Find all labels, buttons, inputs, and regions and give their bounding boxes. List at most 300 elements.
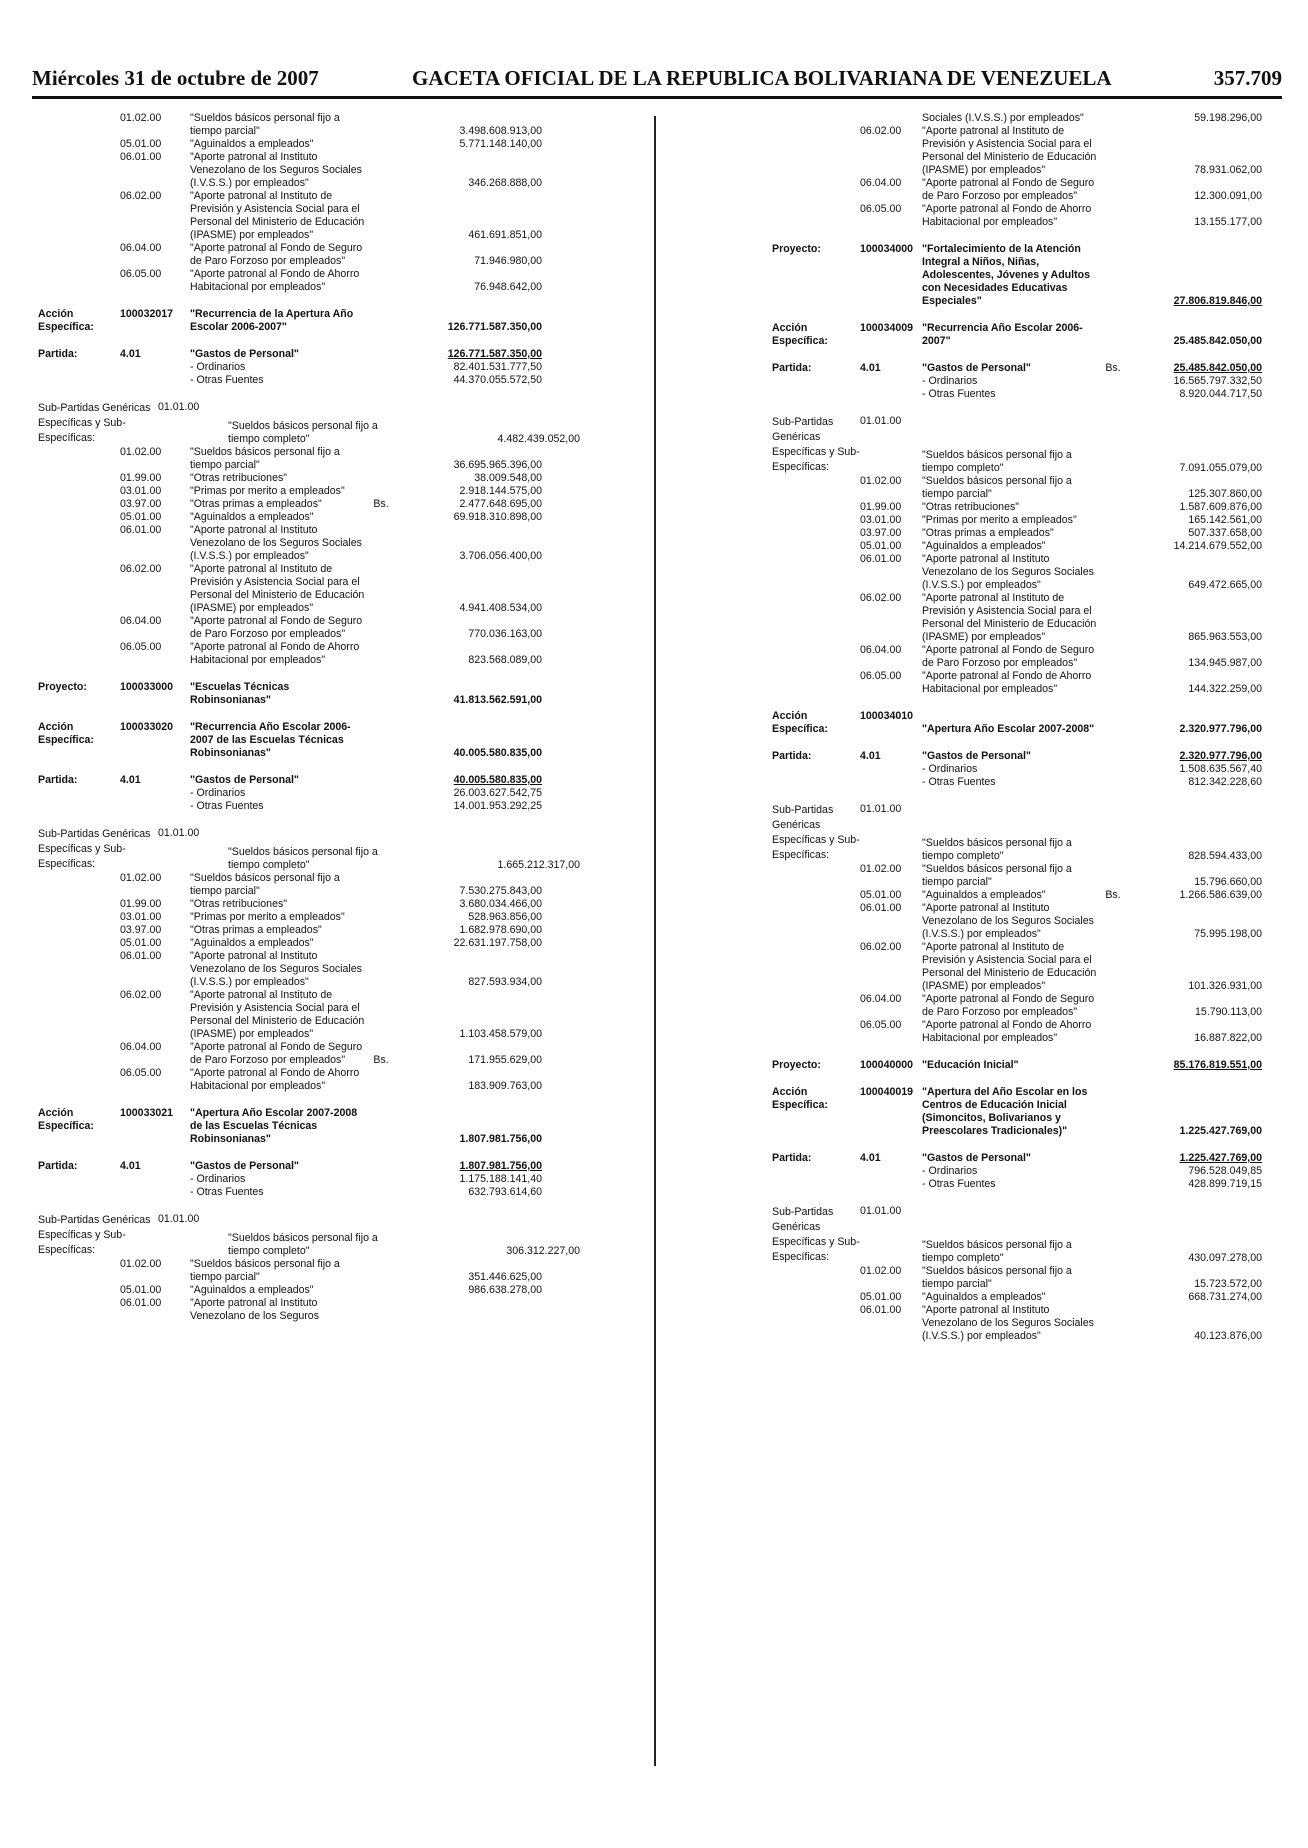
line-amount: 40.005.580.835,00 [453,747,542,759]
account-code: 05.01.00 [860,889,902,901]
budget-heading-row [38,721,558,760]
line-description: - Otras Fuentes [190,374,264,386]
budget-line-item [772,375,1282,388]
budget-heading-row [38,348,558,361]
line-amount: 165.142.561,00 [1188,514,1262,526]
account-code: 06.04.00 [860,644,902,656]
budget-line-item [772,203,1282,229]
account-code: 06.01.00 [860,902,902,914]
budget-line-item [772,415,1282,475]
budget-heading-row [38,681,558,707]
budget-line-item [772,112,1282,125]
line-amount: 3.498.608.913,00 [459,125,542,137]
account-code: 06.05.00 [120,641,162,653]
line-description: - Ordinarios [190,787,246,799]
account-code: 03.97.00 [860,527,902,539]
budget-heading-row [772,710,1282,736]
budget-line-item [772,125,1282,177]
line-description: "Sueldos básicos personal fijo a tiempo parcial" [190,446,340,471]
header-rule [32,96,1282,99]
line-description: "Aporte patronal al Instituto de Previsión y Asistencia Social para el Personal del Ministerio de Educación (IPASME) por empleados" [922,941,1097,992]
budget-line-item [38,1297,558,1323]
currency-unit: Bs. [1105,362,1121,374]
account-code: 05.01.00 [120,1284,162,1296]
account-code: 01.99.00 [860,501,902,513]
line-amount: 85.176.819.551,00 [1173,1059,1262,1071]
row-label: Acción Específica: [772,322,828,347]
budget-heading-row [38,308,558,334]
line-amount: 40.005.580.835,00 [453,774,542,786]
account-code: 100034000 [860,243,914,255]
line-amount: 78.931.062,00 [1194,164,1262,176]
spacer [772,736,1282,750]
budget-line-item [772,863,1282,889]
line-amount: 75.995.198,00 [1194,928,1262,940]
line-description: - Otras Fuentes [922,1178,996,1190]
budget-line-item [772,388,1282,401]
account-code: 06.05.00 [120,1067,162,1079]
column-divider [654,116,656,1766]
budget-line-item [772,1291,1282,1304]
account-code: 4.01 [860,362,881,374]
line-amount: 14.001.953.292,25 [453,800,542,812]
row-label: Sub-Partidas Genéricas Específicas y Sub-Específicas: [38,828,151,870]
account-code: 06.04.00 [120,242,162,254]
line-amount: 4.941.408.534,00 [459,602,542,614]
line-description: "Primas por merito a empleados" [190,911,345,923]
account-code: 4.01 [120,1160,141,1172]
line-description: "Aporte patronal al Fondo de Ahorro Habitacional por empleados" [922,203,1092,228]
account-code: 03.97.00 [120,924,162,936]
line-description: "Aporte patronal al Instituto Venezolano de los Seguros [190,1297,319,1322]
account-code: 05.01.00 [120,511,162,523]
header-date: Miércoles 31 de octubre de 2007 [32,66,319,90]
budget-heading-row [772,1059,1282,1072]
spacer [38,1093,558,1107]
line-amount: 1.225.427.769,00 [1179,1125,1262,1137]
row-label: Proyecto: [38,681,87,693]
line-amount: 144.322.259,00 [1188,683,1262,695]
line-description: "Fortalecimiento de la Atención Integral a Niños, Niñas, Adolescentes, Jóvenes y Adultos con Necesidades Educativas Especiales" [922,243,1090,307]
line-amount: 827.593.934,00 [468,976,542,988]
line-description: "Aporte patronal al Fondo de Ahorro Habitacional por empleados" [190,641,360,666]
account-code: 01.02.00 [860,863,902,875]
right-column [772,112,1282,1343]
account-code: 01.01.00 [158,827,200,839]
line-description: "Aporte patronal al Instituto de Previsión y Asistencia Social para el Personal del Ministerio de Educación (IPASME) por empleados" [922,125,1097,176]
line-amount: 2.477.648.695,00 [459,498,542,510]
account-code: 100034010 [860,710,914,722]
spacer [38,1146,558,1160]
account-code: 05.01.00 [120,937,162,949]
line-description: "Apertura Año Escolar 2007-2008 de las Escuelas Técnicas Robinsonianas" [190,1107,358,1145]
line-description: "Aguinaldos a empleados" [922,540,1046,552]
budget-line-item [772,1265,1282,1291]
row-label: Partida: [772,1152,812,1164]
budget-line-item [38,446,558,472]
account-code: 06.02.00 [860,592,902,604]
budget-line-item [38,1213,580,1258]
page-header [32,66,1282,96]
row-label: Partida: [772,750,812,762]
budget-line-item [38,787,558,800]
spacer [38,1199,558,1213]
line-description: - Ordinarios [190,361,246,373]
row-label: Sub-Partidas Genéricas Específicas y Sub-Específicas: [38,402,151,444]
budget-line-item [772,475,1282,501]
budget-line-item [772,1304,1282,1343]
line-amount: 1.665.212.317,00 [497,859,580,871]
account-code: 06.02.00 [860,125,902,137]
account-code: 4.01 [860,1152,881,1164]
row-label: Sub-Partidas Genéricas Específicas y Sub-Específicas: [772,416,860,473]
line-amount: 2.320.977.796,00 [1179,750,1262,762]
line-amount: 101.326.931,00 [1188,980,1262,992]
line-amount: 306.312.227,00 [506,1245,580,1257]
line-description: "Aporte patronal al Fondo de Seguro de Paro Forzoso por empleados" [190,242,363,267]
line-amount: 38.009.548,00 [474,472,542,484]
account-code: 06.02.00 [120,190,162,202]
line-amount: 461.691.851,00 [468,229,542,241]
account-code: 03.97.00 [120,498,162,510]
line-description: "Primas por merito a empleados" [190,485,345,497]
budget-line-item [38,190,558,242]
line-description: "Aporte patronal al Fondo de Ahorro Habitacional por empleados" [190,1067,360,1092]
line-amount: 27.806.819.846,00 [1173,295,1262,307]
line-amount: 770.036.163,00 [468,628,542,640]
line-amount: 41.813.562.591,00 [453,694,542,706]
line-description: - Ordinarios [922,1165,978,1177]
row-label: Proyecto: [772,1059,821,1071]
line-description: "Aguinaldos a empleados" [190,511,314,523]
row-label: Acción Específica: [772,710,828,735]
line-description: Sociales (I.V.S.S.) por empleados" [922,112,1084,124]
budget-line-item [38,268,558,294]
line-amount: 134.945.987,00 [1188,657,1262,669]
line-description: "Otras retribuciones" [922,501,1020,513]
budget-line-item [38,112,558,138]
account-code: 06.02.00 [860,941,902,953]
budget-line-item [38,989,558,1041]
account-code: 06.04.00 [860,177,902,189]
line-description: "Sueldos básicos personal fijo a tiempo parcial" [922,863,1072,888]
page-number: 357.709 [1213,66,1282,90]
account-code: 01.99.00 [120,472,162,484]
row-label: Partida: [38,774,78,786]
currency-unit: Bs. [1105,889,1121,901]
budget-line-item [38,374,558,387]
currency-unit: Bs. [373,1054,389,1066]
spacer [772,401,1282,415]
line-amount: 3.680.034.466,00 [459,898,542,910]
spacer [772,1072,1282,1086]
line-description: "Sueldos básicos personal fijo a tiempo parcial" [190,872,340,897]
budget-line-item [38,242,558,268]
budget-line-item [38,937,558,950]
budget-line-item [772,1165,1282,1178]
budget-line-item [772,644,1282,670]
line-amount: 40.123.876,00 [1194,1330,1262,1342]
budget-line-item [772,1178,1282,1191]
line-description: "Aporte patronal al Fondo de Ahorro Habitacional por empleados" [922,1019,1092,1044]
line-amount: 126.771.587.350,00 [447,348,542,360]
line-amount: 8.920.044.717,50 [1179,388,1262,400]
line-description: "Aporte patronal al Fondo de Ahorro Habitacional por empleados" [922,670,1092,695]
line-description: - Otras Fuentes [190,800,264,812]
line-description: - Ordinarios [922,375,978,387]
account-code: 4.01 [120,774,141,786]
line-amount: 25.485.842.050,00 [1173,362,1262,374]
budget-line-item [772,501,1282,514]
budget-line-item [772,592,1282,644]
account-code: 100033021 [120,1107,174,1119]
row-label: Partida: [38,1160,78,1172]
line-description: "Apertura del Año Escolar en los Centros de Educación Inicial (Simoncitos, Bolivarianos y Preescolares Tradicionales)" [922,1086,1088,1137]
row-label: Partida: [38,348,78,360]
spacer [772,1045,1282,1059]
line-amount: 69.918.310.898,00 [453,511,542,523]
budget-line-item [38,401,580,446]
budget-line-item [38,872,558,898]
line-amount: 82.401.531.777,50 [453,361,542,373]
line-description: "Sueldos básicos personal fijo a tiempo parcial" [190,1258,340,1283]
account-code: 100032017 [120,308,174,320]
account-code: 06.01.00 [120,524,162,536]
budget-heading-row [772,243,1282,308]
account-code: 06.02.00 [120,563,162,575]
account-code: 01.01.00 [860,803,902,815]
account-code: 06.04.00 [860,993,902,1005]
budget-line-item [772,1205,1282,1265]
budget-line-item [38,911,558,924]
line-amount: 1.682.978.690,00 [459,924,542,936]
account-code: 4.01 [860,750,881,762]
line-amount: 3.706.056.400,00 [459,550,542,562]
budget-line-item [772,803,1282,863]
budget-line-item [38,1041,558,1067]
account-code: 01.02.00 [860,475,902,487]
account-code: 06.04.00 [120,1041,162,1053]
line-amount: 125.307.860,00 [1188,488,1262,500]
line-amount: 986.638.278,00 [468,1284,542,1296]
spacer [772,229,1282,243]
line-description: "Aporte patronal al Instituto Venezolano de los Seguros Sociales (I.V.S.S.) por empleados" [922,902,1094,940]
line-amount: 16.565.797.332,50 [1173,375,1262,387]
account-code: 06.02.00 [120,989,162,1001]
line-description: "Aporte patronal al Instituto Venezolano de los Seguros Sociales (I.V.S.S.) por empleados" [922,553,1094,591]
budget-line-item [772,514,1282,527]
row-label: Proyecto: [772,243,821,255]
budget-line-item [38,1284,558,1297]
budget-heading-row [772,750,1282,763]
line-description: "Gastos de Personal" [190,348,299,360]
account-code: 06.01.00 [120,950,162,962]
spacer [38,667,558,681]
account-code: 06.05.00 [860,670,902,682]
line-amount: 1.807.981.756,00 [459,1133,542,1145]
line-description: "Aporte patronal al Fondo de Seguro de Paro Forzoso por empleados" [190,1041,363,1066]
line-amount: 2.918.144.575,00 [459,485,542,497]
account-code: 03.01.00 [120,911,162,923]
account-code: 100040000 [860,1059,914,1071]
line-amount: 15.796.660,00 [1194,876,1262,888]
budget-line-item [772,763,1282,776]
account-code: 06.05.00 [860,1019,902,1031]
budget-heading-row [38,774,558,787]
row-label: Acción Específica: [38,721,94,746]
left-column [38,112,580,1323]
line-description: "Aporte patronal al Instituto Venezolano de los Seguros Sociales (I.V.S.S.) por empleados" [190,524,362,562]
account-code: 01.99.00 [120,898,162,910]
account-code: 01.01.00 [860,1205,902,1217]
line-amount: 812.342.228,60 [1188,776,1262,788]
spacer [772,308,1282,322]
line-description: "Aporte patronal al Fondo de Seguro de Paro Forzoso por empleados" [922,177,1095,202]
line-amount: 507.337.658,00 [1188,527,1262,539]
budget-line-item [772,553,1282,592]
line-amount: 76.948.642,00 [474,281,542,293]
budget-heading-row [772,1152,1282,1165]
row-label: Acción Específica: [38,1107,94,1132]
line-description: "Primas por merito a empleados" [922,514,1077,526]
line-amount: 796.528.049,85 [1188,1165,1262,1177]
line-description: "Recurrencia de la Apertura Año Escolar 2006-2007" [190,308,354,333]
line-description: "Sueldos básicos personal fijo a tiempo parcial" [922,475,1072,500]
line-amount: 26.003.627.542,75 [453,787,542,799]
account-code: 100034009 [860,322,914,334]
budget-line-item [772,177,1282,203]
line-description: "Aporte patronal al Instituto de Previsión y Asistencia Social para el Personal del Ministerio de Educación (IPASME) por empleados" [922,592,1097,643]
line-description: "Sueldos básicos personal fijo a tiempo completo" [228,420,378,445]
line-description: "Sueldos básicos personal fijo a tiempo completo" [922,449,1072,474]
line-amount: 1.103.458.579,00 [459,1028,542,1040]
line-description: "Aporte patronal al Fondo de Seguro de Paro Forzoso por empleados" [922,993,1095,1018]
line-amount: 126.771.587.350,00 [447,321,542,333]
budget-line-item [38,641,558,667]
budget-line-item [772,941,1282,993]
line-amount: 1.266.586.639,00 [1179,889,1262,901]
line-description: "Gastos de Personal" [922,750,1031,762]
account-code: 06.01.00 [860,553,902,565]
row-label: Sub-Partidas Genéricas Específicas y Sub-Específicas: [38,1214,151,1256]
line-amount: 15.790.113,00 [1195,1006,1262,1018]
budget-line-item [38,1186,558,1199]
line-amount: 649.472.665,00 [1188,579,1262,591]
budget-line-item [772,889,1282,902]
budget-line-item [772,902,1282,941]
account-code: 05.01.00 [120,138,162,150]
budget-line-item [38,827,580,872]
row-label: Sub-Partidas Genéricas Específicas y Sub-Específicas: [772,804,860,861]
line-description: "Sueldos básicos personal fijo a tiempo parcial" [190,112,340,137]
line-amount: 632.793.614,60 [468,1186,542,1198]
line-description: "Aporte patronal al Fondo de Seguro de Paro Forzoso por empleados" [190,615,363,640]
spacer [772,348,1282,362]
line-description: "Gastos de Personal" [190,1160,299,1172]
budget-heading-row [772,1086,1282,1138]
budget-line-item [38,138,558,151]
line-description: "Sueldos básicos personal fijo a tiempo completo" [922,837,1072,862]
spacer [38,387,558,401]
line-description: "Aguinaldos a empleados" [190,1284,314,1296]
budget-line-item [38,1258,558,1284]
line-amount: 59.198.296,00 [1194,112,1262,124]
line-amount: 1.225.427.769,00 [1179,1152,1262,1164]
budget-line-item [772,776,1282,789]
line-amount: 528.963.856,00 [468,911,542,923]
line-description: "Aguinaldos a empleados" [190,937,314,949]
account-code: 100033020 [120,721,174,733]
line-amount: 823.568.089,00 [468,654,542,666]
account-code: 01.01.00 [158,401,200,413]
line-description: "Aporte patronal al Fondo de Ahorro Habitacional por empleados" [190,268,360,293]
budget-heading-row [38,1160,558,1173]
spacer [38,760,558,774]
budget-line-item [38,511,558,524]
budget-line-item [772,993,1282,1019]
account-code: 06.01.00 [860,1304,902,1316]
line-description: "Recurrencia Año Escolar 2006-2007" [922,322,1083,347]
account-code: 03.01.00 [860,514,902,526]
line-amount: 428.899.719,15 [1188,1178,1262,1190]
account-code: 01.01.00 [158,1213,200,1225]
line-amount: 71.946.980,00 [474,255,542,267]
spacer [772,789,1282,803]
budget-line-item [38,563,558,615]
line-amount: 1.508.635.567,40 [1179,763,1262,775]
line-description: "Otras primas a empleados" [922,527,1054,539]
account-code: 05.01.00 [860,540,902,552]
line-description: - Otras Fuentes [922,776,996,788]
line-amount: 346.268.888,00 [468,177,542,189]
line-description: "Aporte patronal al Instituto de Previsión y Asistencia Social para el Personal del Ministerio de Educación (IPASME) por empleados" [190,563,365,614]
line-amount: 7.091.055.079,00 [1179,462,1262,474]
line-description: "Otras retribuciones" [190,472,288,484]
line-amount: 183.909.763,00 [468,1080,542,1092]
line-amount: 7.530.275.843,00 [459,885,542,897]
budget-line-item [38,472,558,485]
budget-line-item [772,670,1282,696]
line-description: - Otras Fuentes [922,388,996,400]
line-amount: 13.155.177,00 [1194,216,1262,228]
budget-line-item [38,361,558,374]
line-description: "Aporte patronal al Instituto Venezolano de los Seguros Sociales (I.V.S.S.) por empleados" [190,950,362,988]
line-description: "Gastos de Personal" [190,774,299,786]
budget-line-item [38,1173,558,1186]
line-amount: 828.594.433,00 [1188,850,1262,862]
budget-line-item [38,498,558,511]
account-code: 01.01.00 [860,415,902,427]
budget-line-item [38,524,558,563]
line-description: "Aporte patronal al Instituto Venezolano de los Seguros Sociales (I.V.S.S.) por empleados" [922,1304,1094,1342]
line-amount: 16.887.822,00 [1194,1032,1262,1044]
line-amount: 14.214.679.552,00 [1173,540,1262,552]
spacer [38,334,558,348]
line-amount: 36.695.965.396,00 [453,459,542,471]
row-label: Sub-Partidas Genéricas Específicas y Sub-Específicas: [772,1206,860,1263]
line-amount: 22.631.197.758,00 [453,937,542,949]
account-code: 01.02.00 [120,112,162,124]
currency-unit: Bs. [373,498,389,510]
budget-line-item [772,540,1282,553]
account-code: 06.01.00 [120,1297,162,1309]
line-description: "Apertura Año Escolar 2007-2008" [922,723,1095,735]
line-amount: 865.963.553,00 [1188,631,1262,643]
line-amount: 5.771.148.140,00 [459,138,542,150]
budget-line-item [38,1067,558,1093]
line-amount: 351.446.625,00 [468,1271,542,1283]
budget-line-item [38,485,558,498]
